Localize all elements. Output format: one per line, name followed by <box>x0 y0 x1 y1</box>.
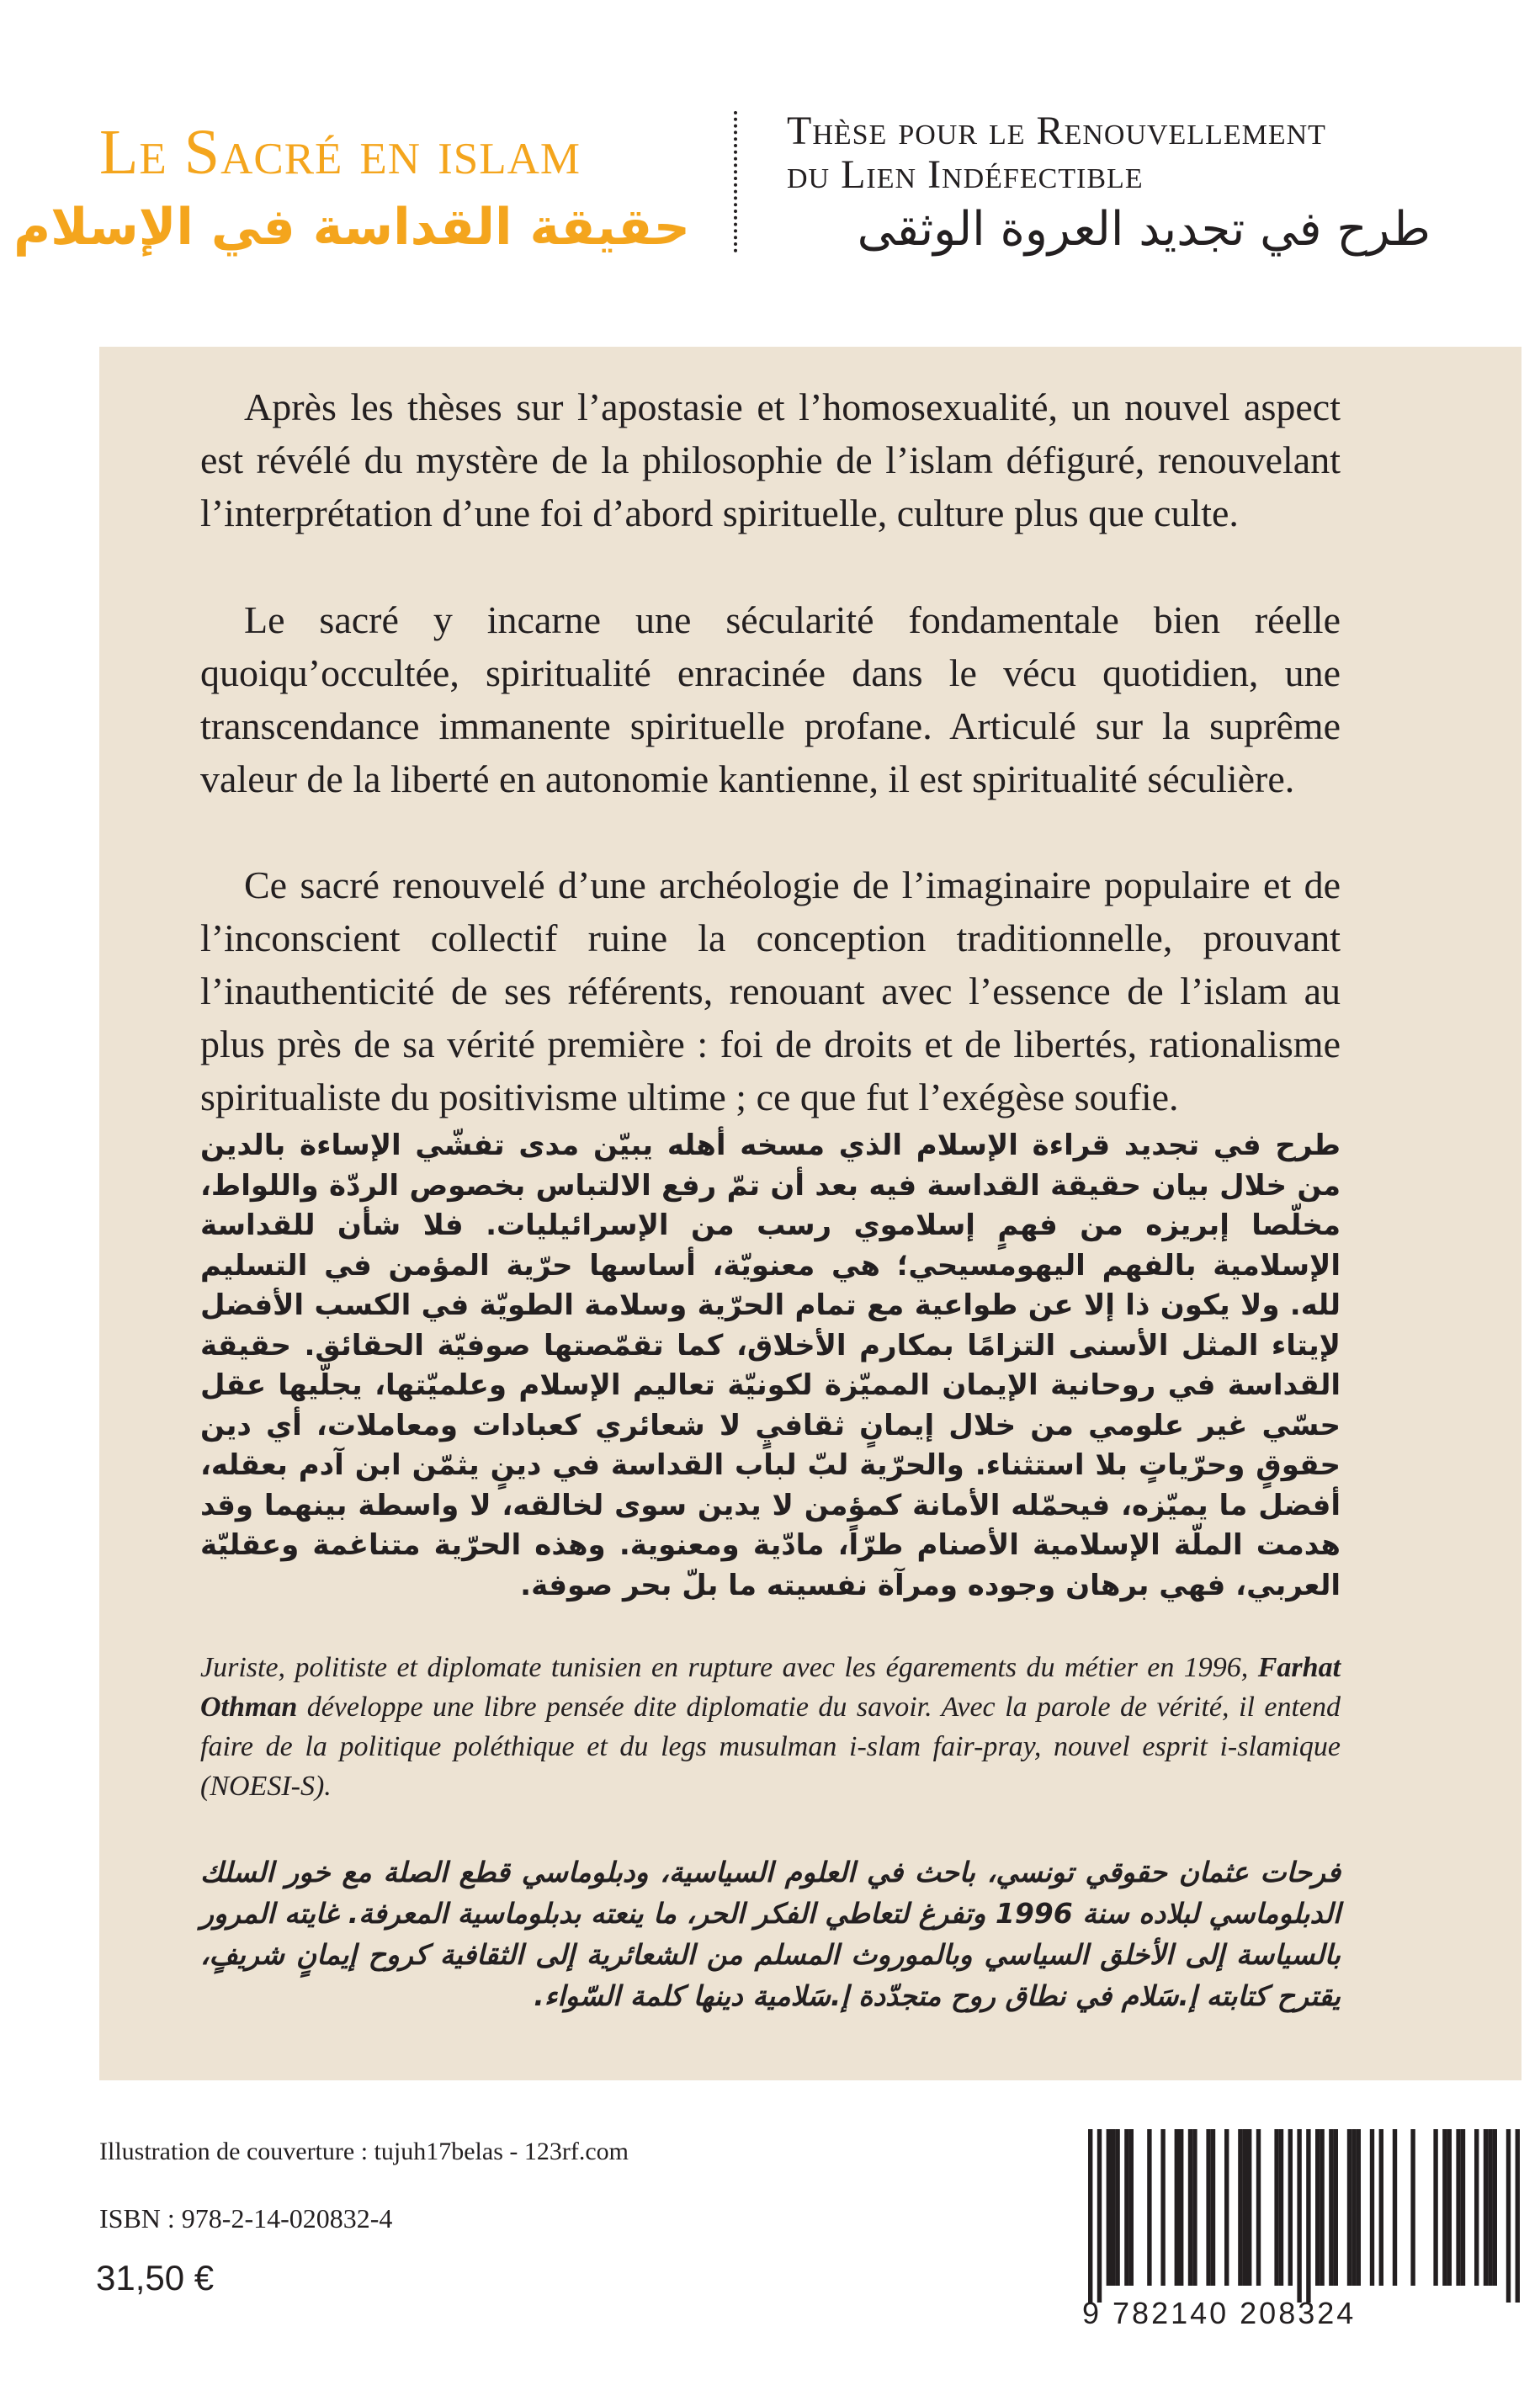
subtitle-french-line-1: Thèse pour le Renouvellement <box>787 109 1326 153</box>
barcode-icon <box>1081 2129 1521 2303</box>
author-bio-rest: développe une libre pensée dite diplomatie du savoir. Avec la parole de vérité, il entend faire de la politique poléthique et du legs musulman i-slam fair-pray, nouvel esprit i-slamique (NOESI-S). <box>200 1692 1341 1802</box>
barcode-bar <box>1493 2129 1497 2286</box>
barcode-bar <box>1192 2129 1197 2286</box>
title-arabic: حقيقة القداسة في الإسلام <box>13 198 690 257</box>
author-name: Farhat Othman <box>200 1652 1341 1723</box>
barcode-bar <box>1256 2129 1261 2286</box>
barcode-bar <box>1456 2129 1460 2286</box>
barcode-bar <box>1129 2129 1134 2286</box>
illustration-credit: Illustration de couverture : tujuh17belas - 123rf.com <box>99 2138 629 2165</box>
blurb-arabic: طرح في تجديد قراءة الإسلام الذي مسخه أهله يبيّن مدى تفشّي الإساءة بالدين من خلال بيان حقيقة القداسة فيه بعد أن تمّ رفع الالتباس بخصوص الردّة واللواط، مخلّصا إبريزه من فهمٍ إسلاموي رسب من الإسرائيليات. فلا شأن للقداسة الإسلامية بالفهم اليهومسيحي؛ هي معنويّة، أساسها حرّية المؤمن في التسليم لله. ولا يكون ذا إلا عن طواعية مع تمام الحرّية وسلامة الطويّة في الكسب الأفضل لإيتاء المثل الأسنى التزامًا بمكارم الأخلاق، كما تقمّصتها صوفيّة الحقائق. حقيقة القداسة في روحانية الإيمان المميّزة لكونيّة تعاليم الإسلام وعلميّتها، يجلّيها عقل حسّي غير علومي من خلال إيمانٍ ثقافيٍ لا شعائري كعبادات ومعاملات، أي دين حقوقٍ وحرّياتٍ بلا استثناء. والحرّية لبّ لباب القداسة في دينٍ يثمّن ابن آدم بعقله، أفضل ما يميّزه، فيحمّله الأمانة كمؤمن لا يدين سوى لخالقه، لا واسطة بينهما وقد هدمت الملّة الإسلامية الأصنام طرّاً، مادّية ومعنوية. وهذه الحرّية متناغمة وعقليّة العربي، فهي برهان وجوده ومرآة نفسيته ما بلّ بحر صوفة. <box>200 1129 1341 1602</box>
barcode-bar <box>1351 2129 1356 2286</box>
barcode-bar <box>1447 2129 1452 2286</box>
barcode-bar <box>1147 2129 1151 2286</box>
barcode-bar <box>1124 2129 1128 2286</box>
barcode-bar <box>1297 2129 1301 2303</box>
barcode-bar <box>1442 2129 1447 2286</box>
barcode-bar <box>1474 2129 1479 2286</box>
barcode-bar <box>1433 2129 1437 2286</box>
barcode-bar <box>1179 2129 1183 2286</box>
barcode-bar <box>1516 2129 1520 2303</box>
barcode-bar <box>1379 2129 1383 2286</box>
barcode-bar <box>1488 2129 1492 2286</box>
barcode-bar <box>1188 2129 1192 2286</box>
blurb-paragraph-1: Après les thèses sur l’apostasie et l’homosexualité, un nouvel aspect est révélé du mystère de la philosophie de l’islam défiguré, renouvelant l’interprétation d’une foi d’abord spirituelle, culture plus que culte. <box>200 385 1341 534</box>
barcode-bar <box>1097 2129 1102 2303</box>
barcode-bar <box>1243 2129 1247 2286</box>
barcode-bar <box>1288 2129 1293 2286</box>
barcode-bar <box>1393 2129 1397 2286</box>
barcode-bar <box>1315 2129 1320 2286</box>
author-bio-intro: Juriste, politiste et diplomate tunisien en rupture avec les égarements du métier en 1996, <box>200 1652 1249 1683</box>
blurb-paragraph-3: Ce sacré renouvelé d’une archéologie de l’imaginaire populaire et de l’inconscient collectif ruine la conception traditionnelle, prouvant l’inauthenticité de ses référents, renouant avec l’essence de l’islam au plus près de sa vérité première : foi de droits et de libertés, rationalisme spiritualiste du positivisme ultime ; ce que fut l’exégèse soufie. <box>200 863 1341 1118</box>
barcode-bar <box>1334 2129 1338 2286</box>
isbn: ISBN : 978-2-14-020832-4 <box>99 2203 393 2234</box>
barcode <box>1081 2129 1521 2303</box>
barcode-bar <box>1306 2129 1310 2303</box>
barcode-bar <box>1238 2129 1242 2286</box>
barcode-bar <box>1461 2129 1465 2286</box>
barcode-bar <box>1279 2129 1283 2286</box>
barcode-bar <box>1211 2129 1215 2286</box>
barcode-bar <box>1347 2129 1351 2286</box>
barcode-bar <box>1175 2129 1179 2286</box>
subtitle-french <box>787 109 1527 197</box>
header-divider <box>734 111 737 252</box>
barcode-bar <box>1484 2129 1488 2286</box>
barcode-bar <box>1224 2129 1229 2286</box>
blurb-paragraph-2: Le sacré y incarne une sécularité fondamentale bien réelle quoiqu’occultée, spiritualité enracinée dans le vécu quotidien, une transcendance immanente spirituelle profane. Articulé sur la suprême valeur de la liberté en autonomie kantienne, il est spiritualité séculière. <box>200 598 1341 800</box>
barcode-bar <box>1329 2129 1333 2286</box>
barcode-bar <box>1111 2129 1115 2286</box>
author-bio-arabic: فرحات عثمان حقوقي تونسي، باحث في العلوم السياسية، ودبلوماسي قطع الصلة مع خور السلك الدبلوماسي لبلاده سنة 1996 وتفرغ لتعاطي الفكر الحر، ما ينعته بدبلوماسية المعرفة. غايته المرور بالسياسة إلى الأخلق السياسي وبالموروث المسلم من الشعائرية إلى الثقافية كروح إيمانٍ شريفٍ، يقترح كتابته إ.سَلام في نطاق روح متجدّدة إ.سَلامية دينها كلمة السّواء. <box>200 1856 1341 2012</box>
author-bio-french <box>200 1648 1341 1806</box>
barcode-bar <box>1115 2129 1119 2286</box>
barcode-bar <box>1506 2129 1511 2303</box>
barcode-bar <box>1160 2129 1165 2286</box>
barcode-bar <box>1357 2129 1361 2286</box>
price: 31,50 € <box>96 2258 215 2297</box>
barcode-bar <box>1410 2129 1415 2286</box>
barcode-bar <box>1320 2129 1324 2286</box>
barcode-bar <box>1107 2129 1111 2286</box>
subtitle-french-line-2: du Lien Indéfectible <box>787 152 1144 197</box>
barcode-digits: 9 782140 208324 <box>1082 2296 1357 2330</box>
barcode-bar <box>1370 2129 1374 2286</box>
title-french: Le Sacré en islam <box>99 117 581 188</box>
subtitle-arabic: طرح في تجديد العروة الوثقى <box>857 202 1431 257</box>
barcode-bar <box>1088 2129 1092 2303</box>
barcode-bar <box>1247 2129 1251 2286</box>
barcode-bar <box>1206 2129 1210 2286</box>
barcode-bar <box>1274 2129 1278 2286</box>
